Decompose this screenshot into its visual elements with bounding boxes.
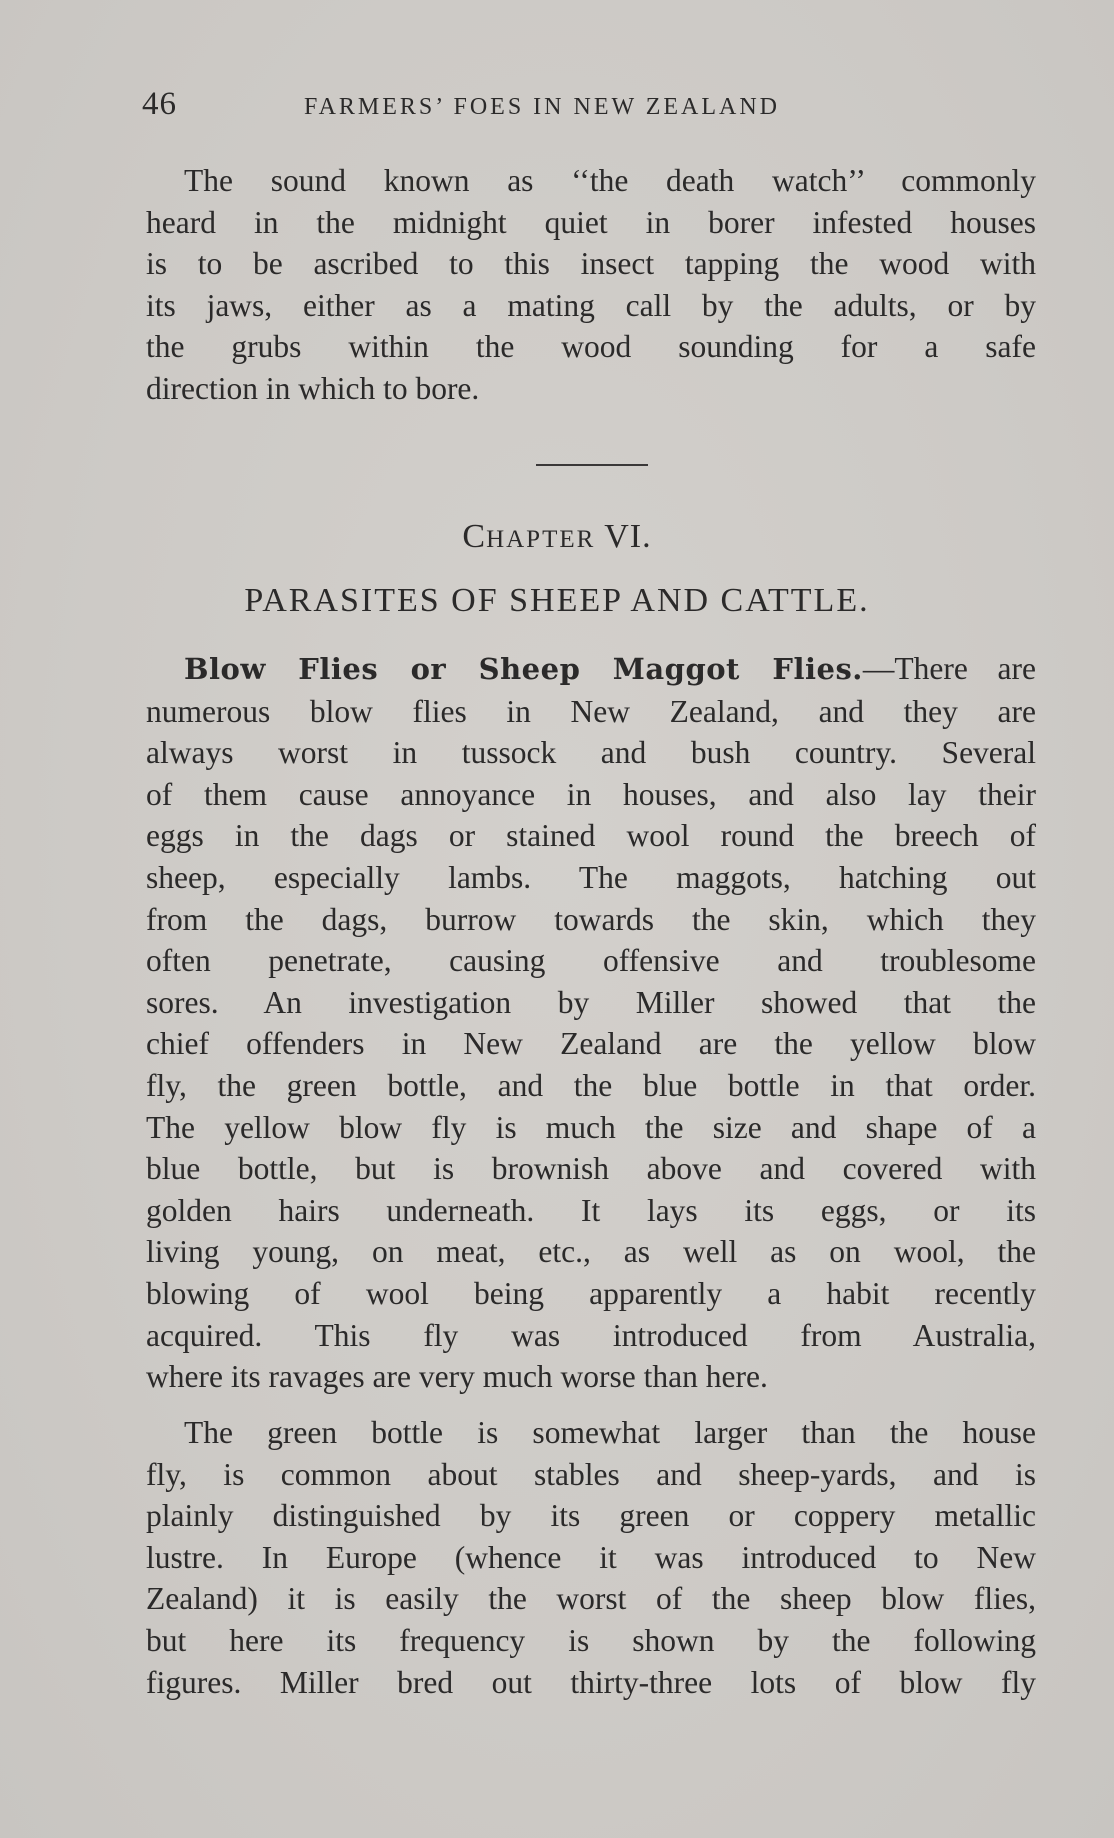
text-line: eggs in the dags or stained wool round the breech of: [146, 818, 1036, 854]
text-line: figures. Miller bred out thirty-three lots of blow fly: [146, 1664, 1036, 1700]
running-title: FARMERS’ FOES IN NEW ZEALAND: [304, 94, 781, 120]
text-line: fly, the green bottle, and the blue bottle in that order.: [146, 1067, 1036, 1103]
text-line: heard in the midnight quiet in borer infested houses: [146, 204, 1036, 240]
text-line: direction in which to bore.: [146, 370, 480, 406]
text-line: fly, is common about stables and sheep-yards, and is: [146, 1456, 1036, 1492]
text-line: acquired. This fly was introduced from Australia,: [146, 1317, 1036, 1353]
text-line: chief offenders in New Zealand are the yellow blow: [146, 1026, 1036, 1062]
text-line: often penetrate, causing offensive and troublesome: [146, 943, 1036, 979]
text-line: numerous blow flies in New Zealand, and they are: [146, 693, 1036, 729]
text-line: always worst in tussock and bush country. Several: [146, 735, 1036, 771]
text-line: The sound known as ‘‘the death watch’’ commonly: [184, 163, 1036, 198]
text-line: but here its frequency is shown by the following: [146, 1622, 1036, 1658]
text-line: [146, 648, 1036, 691]
text-line: is to be ascribed to this insect tapping the wood with: [146, 246, 1036, 282]
text-line: of them cause annoyance in houses, and also lay their: [146, 776, 1036, 812]
text-line: living young, on meat, etc., as well as on wool, the: [146, 1234, 1036, 1270]
text-line: golden hairs underneath. It lays its eggs, or its: [146, 1192, 1036, 1228]
text-line: plainly distinguished by its green or coppery metallic: [146, 1498, 1036, 1534]
text-line: blue bottle, but is brownish above and covered with: [146, 1151, 1036, 1187]
chapter-word: HAPTER: [486, 526, 596, 553]
chapter-heading: [0, 518, 1114, 556]
paragraph-green-bottle: [146, 1412, 1036, 1703]
text-line: The green bottle is somewhat larger than the house: [184, 1415, 1036, 1450]
paragraph-blow-flies: [146, 648, 1036, 1398]
section-divider: [536, 464, 648, 466]
text-line: sores. An investigation by Miller showed that the: [146, 984, 1036, 1020]
text-line: from the dags, burrow towards the skin, which they: [146, 901, 1036, 937]
text-line: where its ravages are very much worse than here.: [146, 1359, 768, 1395]
page-number: 46: [142, 86, 177, 122]
text-line: its jaws, either as a mating call by the adults, or by: [146, 287, 1036, 323]
section-title: PARASITES OF SHEEP AND CATTLE.: [244, 582, 870, 619]
text-line: sheep, especially lambs. The maggots, hatching out: [146, 859, 1036, 895]
text-line: The yellow blow fly is much the size and shape of a: [146, 1109, 1036, 1145]
run-in-continuation: —There are: [862, 651, 1036, 686]
text-line: Zealand) it is easily the worst of the sheep blow flies,: [146, 1581, 1036, 1617]
running-head: [142, 86, 972, 126]
text-line: blowing of wool being apparently a habit recently: [146, 1275, 1036, 1311]
text-line: lustre. In Europe (whence it was introduced to New: [146, 1539, 1036, 1575]
chapter-numeral: VI.: [604, 518, 652, 555]
chapter-initial: C: [462, 518, 487, 555]
run-in-heading: Blow Flies or Sheep Maggot Flies.: [184, 652, 863, 686]
text-line: the grubs within the wood sounding for a safe: [146, 329, 1036, 365]
paragraph-death-watch: [146, 160, 1036, 410]
